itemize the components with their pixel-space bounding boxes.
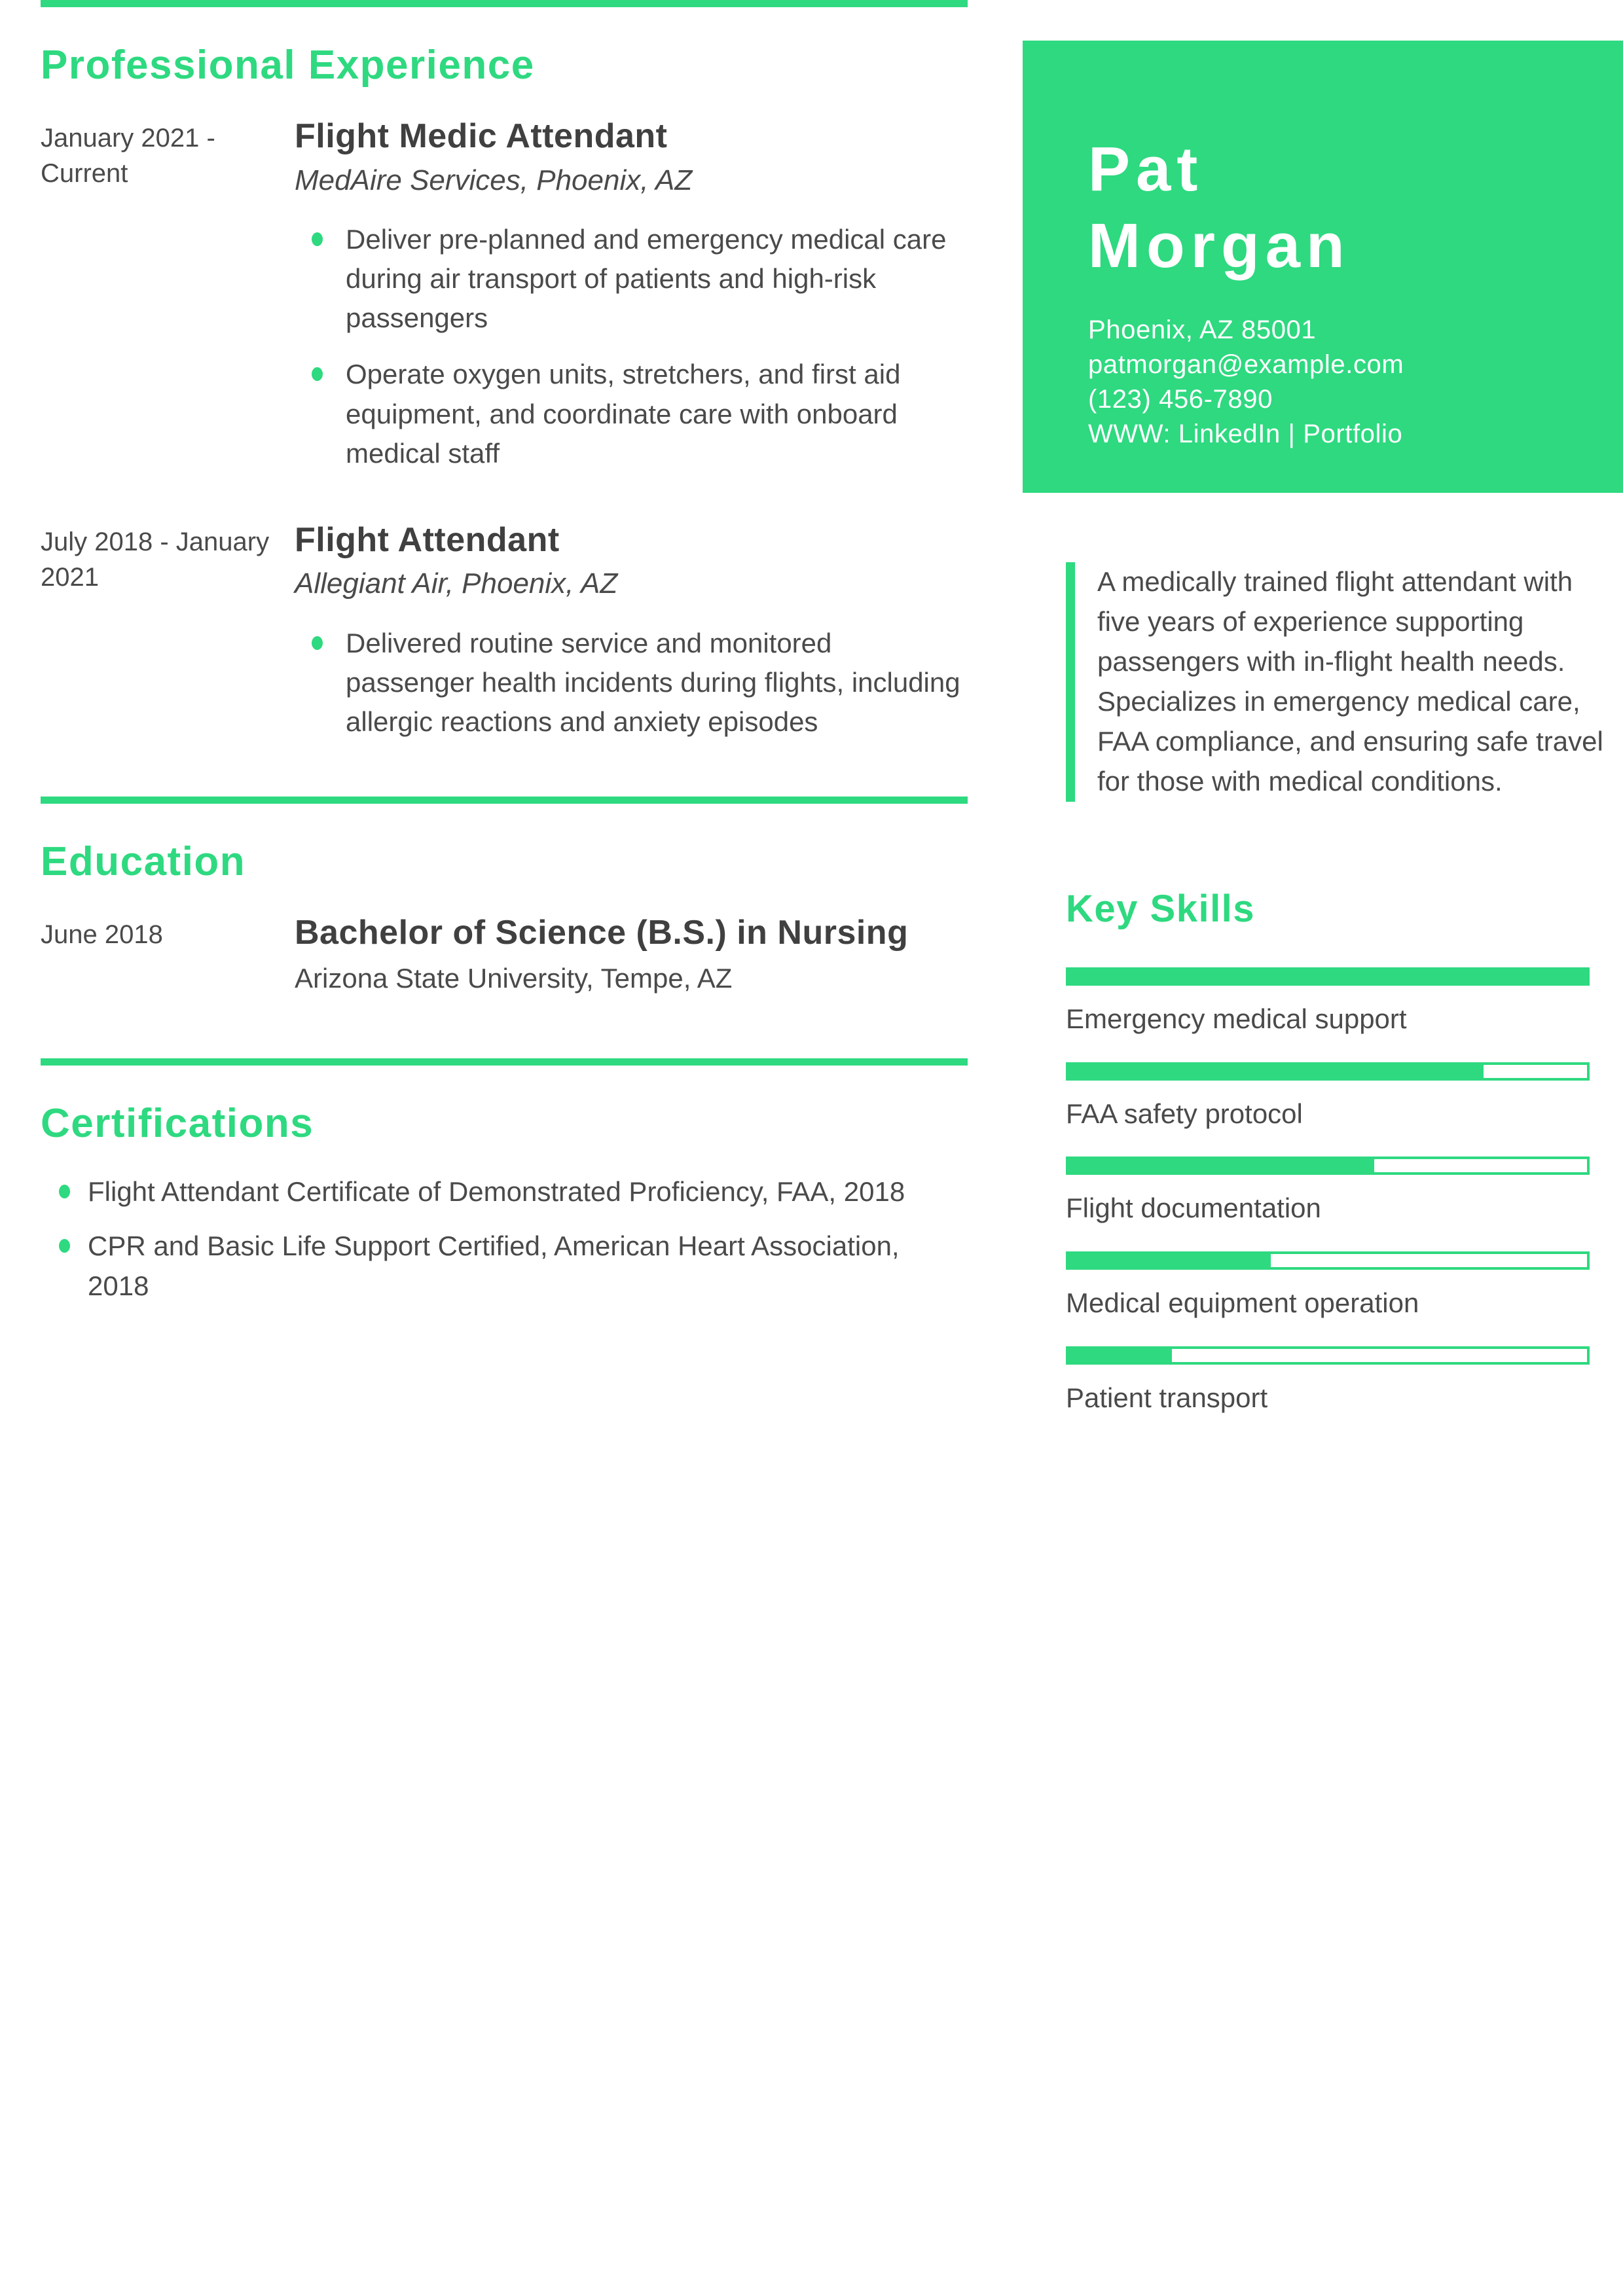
skill-level-fill (1068, 1159, 1374, 1172)
contact-email[interactable]: patmorgan@example.com (1088, 350, 1404, 380)
experience-bullet-list (295, 220, 968, 473)
section-heading-key-skills: Key Skills (1066, 887, 1256, 930)
section-professional-experience (41, 0, 968, 742)
list-item (340, 220, 968, 338)
section-key-skills (1023, 887, 1623, 1418)
skill-label: Flight documentation (1066, 1193, 1321, 1224)
education-entry-body (289, 913, 968, 996)
skill-level-bar (1066, 1157, 1590, 1175)
bullet-dot-icon (312, 232, 323, 246)
right-column (1023, 0, 1623, 1441)
skill-item (1066, 1062, 1623, 1134)
skill-label: Patient transport (1066, 1382, 1268, 1413)
skill-item (1066, 967, 1623, 1039)
list-item (340, 355, 968, 473)
experience-entry-body (289, 520, 968, 742)
contact-websites[interactable]: WWW: LinkedIn | Portfolio (1088, 419, 1403, 448)
section-heading-experience: Professional Experience (41, 43, 535, 88)
experience-job-title: Flight Attendant (295, 520, 560, 559)
contact-location: Phoenix, AZ 85001 (1088, 315, 1317, 345)
skill-label: Medical equipment operation (1066, 1287, 1419, 1319)
section-education (41, 797, 968, 996)
certification-text: Flight Attendant Certificate of Demonstrated Proficiency, FAA, 2018 (88, 1176, 905, 1208)
experience-entry (41, 520, 968, 742)
experience-bullet-list (295, 624, 968, 742)
section-certifications (41, 1058, 968, 1306)
list-item (340, 624, 968, 742)
skill-item (1066, 1251, 1623, 1323)
skill-level-fill (1068, 1349, 1172, 1362)
skill-level-bar (1066, 1062, 1590, 1081)
bullet-text: Deliver pre-planned and emergency medical care during air transport of patients and high-risk passengers (346, 224, 947, 334)
section-heading-certifications: Certifications (41, 1100, 314, 1146)
name-header-card (1023, 41, 1623, 493)
section-divider-certifications (41, 1058, 968, 1066)
contact-details (1088, 313, 1623, 451)
experience-entry-body (289, 117, 968, 473)
spacer (41, 996, 968, 1058)
bullet-dot-icon (59, 1185, 70, 1198)
certification-text: CPR and Basic Life Support Certified, American Heart Association, 2018 (88, 1230, 900, 1301)
education-institution: Arizona State University, Tempe, AZ (295, 963, 733, 994)
experience-job-title: Flight Medic Attendant (295, 117, 668, 156)
education-entry (41, 913, 968, 996)
professional-summary (1023, 562, 1623, 801)
summary-accent-bar (1066, 562, 1075, 801)
list-item (88, 1227, 968, 1306)
skill-level-fill (1068, 970, 1587, 983)
skill-item (1066, 1157, 1623, 1228)
left-column (41, 0, 968, 1321)
skill-label: FAA safety protocol (1066, 1098, 1303, 1129)
bullet-text: Delivered routine service and monitored passenger health incidents during flights, including allergic reactions and anxiety episodes (346, 627, 960, 737)
section-heading-education: Education (41, 838, 246, 884)
list-item (88, 1172, 968, 1212)
experience-employer: MedAire Services, Phoenix, AZ (295, 164, 693, 196)
bullet-dot-icon (312, 636, 323, 650)
bullet-text: Operate oxygen units, stretchers, and first aid equipment, and coordinate care with onboard medical staff (346, 359, 901, 469)
certifications-list (41, 1172, 968, 1306)
experience-employer: Allegiant Air, Phoenix, AZ (295, 567, 618, 600)
first-name: Pat (1088, 134, 1204, 204)
skill-level-fill (1068, 1254, 1271, 1267)
section-divider-education (41, 797, 968, 804)
skill-level-bar (1066, 1346, 1590, 1365)
skill-level-bar (1066, 1251, 1590, 1270)
spacer (41, 742, 968, 797)
summary-text: A medically trained flight attendant with five years of experience supporting passengers with in-flight health needs. Specializes in emergency medical care, FAA compliance, and ensuring safe travel for those with medical conditions. (1097, 566, 1603, 797)
skill-label: Emergency medical support (1066, 1003, 1407, 1034)
last-name: Morgan (1088, 211, 1351, 281)
experience-entry-date: July 2018 - January 2021 (41, 527, 270, 592)
bullet-dot-icon (59, 1239, 70, 1253)
section-divider-experience (41, 0, 968, 7)
education-entry-date: June 2018 (41, 920, 163, 950)
contact-phone[interactable]: (123) 456-7890 (1088, 384, 1273, 414)
bullet-dot-icon (312, 367, 323, 381)
skill-level-fill (1068, 1065, 1484, 1078)
experience-entry-date: January 2021 - Current (41, 124, 215, 188)
experience-entry (41, 117, 968, 473)
skill-item (1066, 1346, 1623, 1418)
education-degree: Bachelor of Science (B.S.) in Nursing (295, 914, 909, 952)
skill-level-bar (1066, 967, 1590, 986)
